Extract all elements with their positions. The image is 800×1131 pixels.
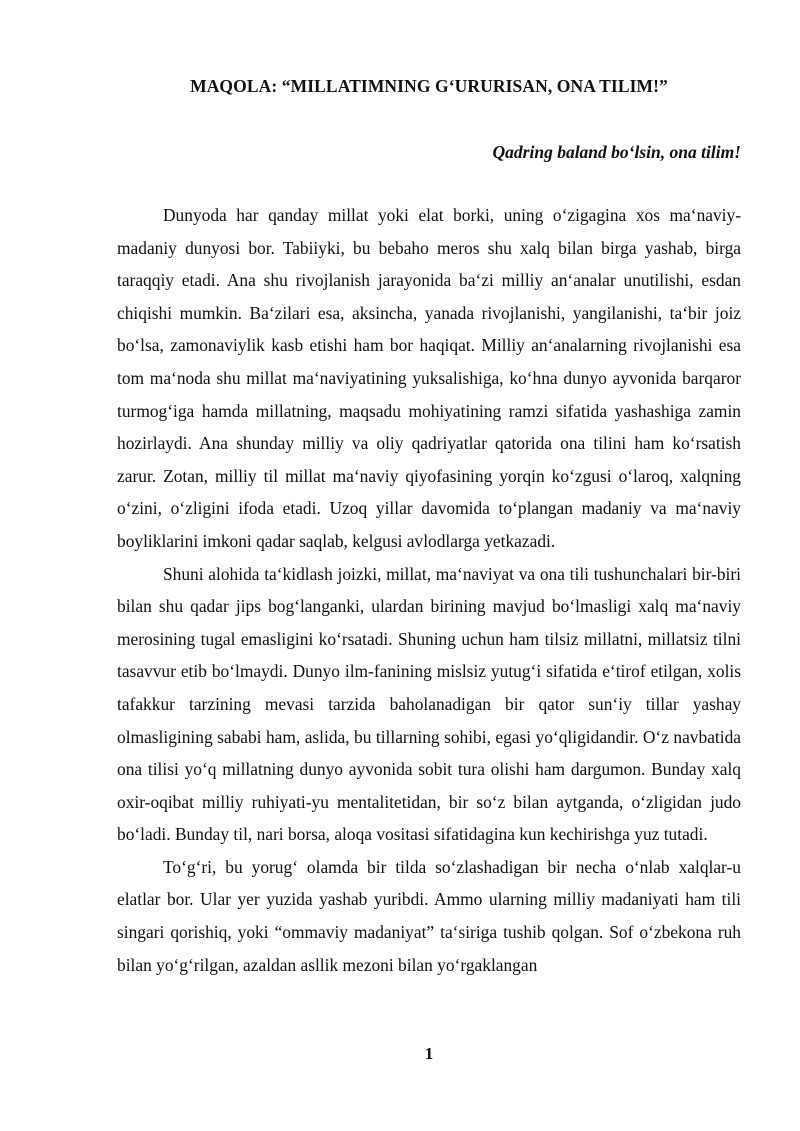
article-body: [117, 199, 741, 981]
paragraph-3: To‘g‘ri, bu yorug‘ olamda bir tilda so‘zlashadigan bir necha o‘nlab xalqlar-u elatlar bor. Ular yer yuzida yashab yuribdi. Ammo ularning milliy madaniyati ham tili singari qorishiq, yoki “ommaviy madaniyat” ta‘siriga tushib qolgan. Sof o‘zbekona ruh bilan yo‘g‘rilgan, azaldan asllik mezoni bilan yo‘rgaklangan: [117, 856, 741, 975]
article-title: MAQOLA: “MILLATIMNING G‘URURISAN, ONA TILIM!”: [190, 76, 668, 96]
page-number: 1: [424, 1044, 434, 1063]
paragraph-2: Shuni alohida ta‘kidlash joizki, millat, ma‘naviyat va ona tili tushunchalari bir-biri bilan shu qadar jips bog‘langanki, ulardan birining mavjud bo‘lmasligi xalq ma‘naviy merosining tugal emasligini ko‘rsatadi. Shuning uchun ham tilsiz millatni, millatsiz tilni tasavvur etib bo‘lmaydi. Dunyo ilm-fanining mislsiz yutug‘i sifatida e‘tirof etilgan, xolis tafakkur tarzining mevasi tarzida baholanadigan bir qator sun‘iy tillar yashay olmasligining sababi ham, aslida, bu tillarning sohibi, egasi yo‘qligidandir. O‘z navbatida ona tilisi yo‘q millatning dunyo ayvonida sobit tura olishi ham dargumon. Bunday xalq oxir-oqibat milliy ruhiyati-yu mentalitetidan, bir so‘z bilan aytganda, o‘zligidan judo bo‘ladi. Bunday til, nari borsa, aloqa vositasi sifatidagina kun kechirishga yuz tutadi.: [117, 563, 741, 845]
paragraph-1: Dunyoda har qanday millat yoki elat borki, uning o‘zigagina xos ma‘naviy-madaniy dunyosi bor. Tabiiyki, bu bebaho meros shu xalq bilan birga yashab, birga taraqqiy etadi. Ana shu rivojlanish jarayonida ba‘zi milliy an‘analar unutilishi, esdan chiqishi mumkin. Ba‘zilari esa, aksincha, yanada rivojlanishi, yangilanishi, ta‘bir joiz bo‘lsa, zamonaviylik kasb etishi ham bor haqiqat. Milliy an‘analarning rivojlanishi esa tom ma‘noda shu millat ma‘naviyatining yuksalishiga, ko‘hna dunyo ayvonida barqaror turmog‘iga hamda millatning, maqsadu mohiyatining ramzi sifatida yashashiga zamin hozirlaydi. Ana shunday milliy va oliy qadriyatlar qatorida ona tilini ham ko‘rsatish zarur. Zotan, milliy til millat ma‘naviy qiyofasining yorqin ko‘zgusi o‘laroq, xalqning o‘zini, o‘zligini ifoda etadi. Uzoq yillar davomida to‘plangan madaniy va ma‘naviy boyliklarini imkoni qadar saqlab, kelgusi avlodlarga yetkazadi.: [117, 205, 741, 551]
epigraph: Qadring baland bo‘lsin, ona tilim!: [492, 142, 741, 162]
